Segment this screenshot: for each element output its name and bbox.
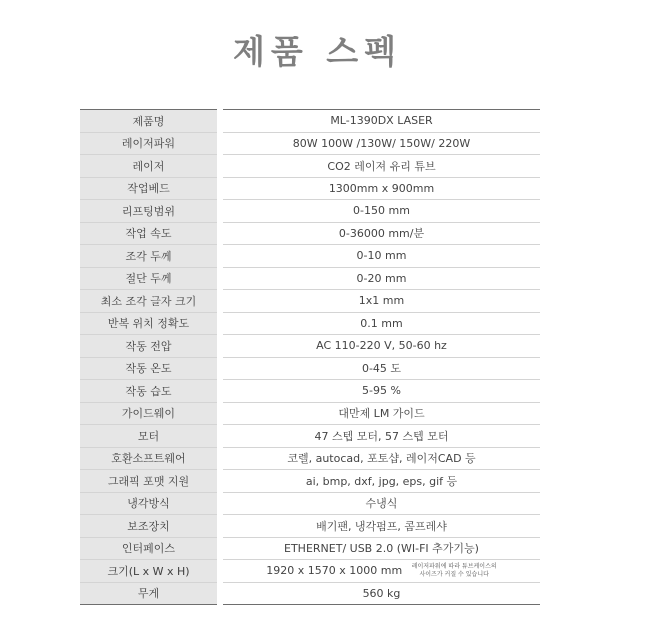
table-row [80,358,540,381]
spec-table [80,109,540,605]
row-value: 수냉식 [223,493,540,516]
row-value: 47 스텝 모터, 57 스텝 모터 [223,425,540,448]
table-row [80,560,540,583]
page-title: 제품 스펙 [232,32,402,71]
row-value: 대만제 LM 가이드 [223,403,540,426]
size-note [412,563,497,579]
table-row [80,245,540,268]
row-value: CO2 레이져 유리 튜브 [223,155,540,178]
row-value: 560 kg [223,583,540,606]
table-row [80,223,540,246]
row-label: 크기(L x W x H) [80,560,217,583]
row-label: 레이저파워 [80,133,217,156]
row-label: 작업베드 [80,178,217,201]
row-value: ETHERNET/ USB 2.0 (WI-FI 추가기능) [223,538,540,561]
size-value: 1920 x 1570 x 1000 mm [266,563,403,577]
table-row [80,515,540,538]
table-row [80,109,540,133]
table-row [80,290,540,313]
table-row [80,470,540,493]
row-value: 5-95 % [223,380,540,403]
row-label: 작동 전압 [80,335,217,358]
row-value: ai, bmp, dxf, jpg, eps, gif 등 [223,470,540,493]
table-row [80,425,540,448]
row-value: 0-150 mm [223,200,540,223]
table-row [80,493,540,516]
table-row [80,200,540,223]
row-label: 반복 위치 정확도 [80,313,217,336]
row-value: ML-1390DX LASER [223,109,540,133]
table-row [80,583,540,606]
size-note-line-2: 사이즈가 커질 수 있습니다 [419,570,489,578]
row-label: 그래픽 포맷 지원 [80,470,217,493]
row-label: 보조장치 [80,515,217,538]
row-value: 80W 100W /130W/ 150W/ 220W [223,133,540,156]
table-row [80,313,540,336]
row-value: 0-45 도 [223,358,540,381]
table-row [80,403,540,426]
size-note-line-1: 레이저파워에 따라 튜브케이스의 [411,562,497,570]
row-value: 0-36000 mm/분 [223,223,540,246]
row-label: 최소 조각 글자 크기 [80,290,217,313]
row-label: 호환소프트웨어 [80,448,217,471]
row-label: 절단 두께 [80,268,217,291]
row-value: 1300mm x 900mm [223,178,540,201]
row-label: 제품명 [80,109,217,133]
row-label: 가이드웨이 [80,403,217,426]
row-label: 인터페이스 [80,538,217,561]
row-value: AC 110-220 V, 50-60 hz [223,335,540,358]
row-value [223,560,540,583]
row-value: 배기팬, 냉각펌프, 콤프레샤 [223,515,540,538]
row-label: 냉각방식 [80,493,217,516]
row-label: 무게 [80,583,217,606]
table-row [80,178,540,201]
table-row [80,335,540,358]
row-label: 작동 습도 [80,380,217,403]
table-row [80,133,540,156]
table-row [80,538,540,561]
row-value: 1x1 mm [223,290,540,313]
row-value: 0-20 mm [223,268,540,291]
row-value: 0-10 mm [223,245,540,268]
row-value: 코렐, autocad, 포토샵, 레이저CAD 등 [223,448,540,471]
table-row [80,448,540,471]
row-label: 레이저 [80,155,217,178]
row-value: 0.1 mm [223,313,540,336]
table-row [80,380,540,403]
table-row [80,155,540,178]
table-row [80,268,540,291]
row-label: 모터 [80,425,217,448]
row-label: 조각 두께 [80,245,217,268]
row-label: 작업 속도 [80,223,217,246]
row-label: 작동 온도 [80,358,217,381]
row-label: 리프팅범위 [80,200,217,223]
